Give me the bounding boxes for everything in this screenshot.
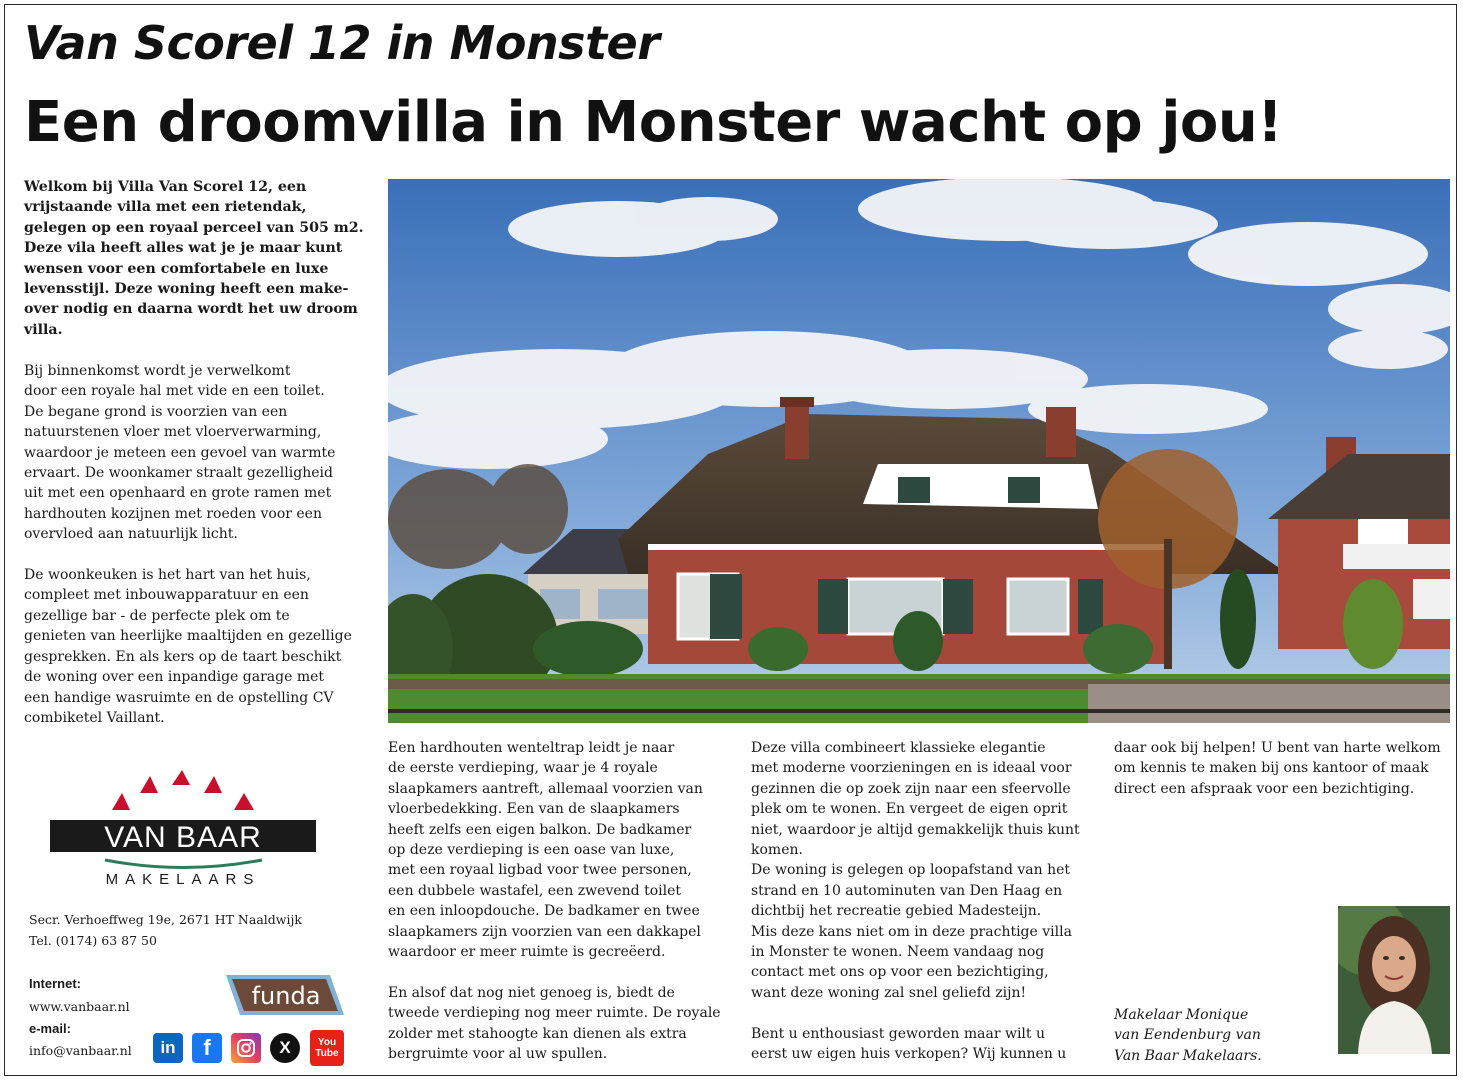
office-address: Secr. Verhoeffweg 19e, 2671 HT Naaldwijk Tel. (0174) 63 87 50 [29,912,302,948]
internet-label: Internet: [29,976,81,991]
x-glyph: X [279,1038,291,1057]
van-baar-logo [50,770,320,890]
linkedin-icon[interactable] [153,1033,183,1063]
van-baar-logo-graphic [50,770,320,890]
logo-name: VAN BAAR [104,821,262,854]
logo-subtitle: MAKELAARS [105,871,261,888]
linkedin-glyph: in [160,1038,176,1057]
email-label: e-mail: [29,1021,71,1036]
youtube-icon[interactable] [310,1030,344,1066]
facebook-glyph: f [203,1035,211,1060]
instagram-icon[interactable] [231,1033,261,1063]
article-column-1: Een hardhouten wenteltrap leidt je naar de eerste verdieping, waar je 4 royale slaapkamers aantreft, allemaal voorzien van vloerbedekking. Een van de slaapkamers heeft zelfs een eigen balkon. De badkamer op deze verdieping is een oase van luxe, met een royaal ligbad voor twee personen, een dubbele wastafel, een zwevend toilet en een inloopdouche. De badkamer en twee slaapkamers zijn voorzien van een dakkapel waardoor er meer ruimte is gecreëerd. En alsof dat nog niet genoeg is, biedt de tweede verdieping nog meer ruimte. De royale zolder met stahoogte kan dienen als extra bergruimte voor al uw spullen. [388,740,721,1063]
instagram-glyph [236,1038,256,1058]
left-body-text: Bij binnenkomst wordt je verwelkomt door een royale hal met vide en een toilet. De begane grond is voorzien van een natuurstenen vloer met vloerverwarming, waardoor je meteen een gevoel van warmte ervaart. De woonkamer straalt gezelligheid uit met een openhaard en grote ramen met hardhouten kozijnen met roeden voor een overvloed aan natuurlijk licht. De woonkeuken is het hart van het huis, compleet met inbouwapparatuur en een gezellige bar - de perfecte plek om te genieten van heerlijke maaltijden en gezellige gesprekken. En als kers op de taart beschikt de woning over een inpandige garage met een handige wasruimte en de opstelling CV combiketel Vaillant. [24,363,352,726]
agent-caption: Makelaar Monique van Eendenburg van Van Baar Makelaars. [1114,1007,1262,1064]
funda-logo[interactable] [222,973,346,1017]
x-icon[interactable] [270,1033,300,1063]
email-link[interactable]: info@vanbaar.nl [29,1043,132,1058]
youtube-glyph: You Tube [315,1037,339,1059]
headline: Een droomvilla in Monster wacht op jou! [24,90,1283,155]
agent-portrait [1338,906,1450,1054]
article-column-2: Deze villa combineert klassieke elegantie met moderne voorzieningen en is ideaal voor gezinnen die op zoek zijn naar een sfeervolle plek om te wonen. En vergeet de eigen oprit niet, waardoor je altijd gemakkelijk thuis kunt komen. De woning is gelegen op loopafstand van het strand en 10 autominuten van Den Haag en dichtbij het recreatie gebied Madesteijn. Mis deze kans niet om in deze prachtige villa in Monster te wonen. Neem vandaag nog contact met ons op voor een bezichtiging, want deze woning zal snel geliefd zijn! Bent u enthousiast geworden maar wilt u eerst uw eigen huis verkopen? Wij kunnen u [751,740,1080,1063]
property-subtitle: Van Scorel 12 in Monster [24,16,660,70]
facebook-icon[interactable] [192,1033,222,1063]
villa-photo [388,179,1450,723]
article-column-3: daar ook bij helpen! U bent van harte welkom om kennis te maken bij ons kantoor of maak direct een afspraak voor een bezichtiging. [1114,740,1441,797]
funda-wordmark: funda [251,982,321,1010]
website-link[interactable]: www.vanbaar.nl [29,999,130,1014]
intro-paragraph: Welkom bij Villa Van Scorel 12, een vrijstaande villa met een rietendak, gelegen op een royaal perceel van 505 m2. Deze vila heeft alles wat je je maar kunt wensen voor een comfortabele en luxe levensstijl. Deze woning heeft een make- over nodig en daarna wordt het uw droom villa. [24,179,364,338]
